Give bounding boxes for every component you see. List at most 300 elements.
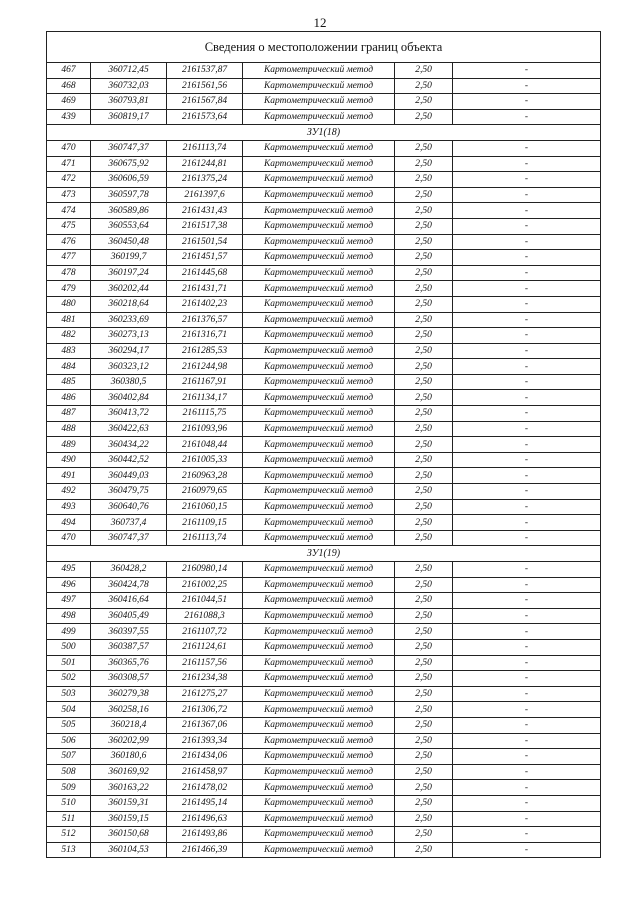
coord-y-cell: 2161567,84 [167,94,243,110]
method-cell: Картометрический метод [243,515,395,531]
point-number-cell: 504 [47,702,91,718]
table-row [47,312,601,328]
coord-y-cell: 2161402,23 [167,296,243,312]
description-cell: - [453,827,601,843]
description-cell: - [453,78,601,94]
point-number-cell: 507 [47,749,91,765]
point-number-cell: 486 [47,390,91,406]
coord-y-cell: 2161234,38 [167,671,243,687]
method-cell: Картометрический метод [243,172,395,188]
accuracy-cell: 2,50 [395,343,453,359]
accuracy-cell: 2,50 [395,811,453,827]
coord-x-cell: 360258,16 [91,702,167,718]
page-number: 12 [313,15,327,30]
coord-x-cell: 360273,13 [91,328,167,344]
description-cell: - [453,811,601,827]
description-cell: - [453,624,601,640]
coord-x-cell: 360218,64 [91,296,167,312]
coord-x-cell: 360424,78 [91,577,167,593]
table-row [47,733,601,749]
description-cell: - [453,359,601,375]
coord-y-cell: 2161375,24 [167,172,243,188]
accuracy-cell: 2,50 [395,390,453,406]
point-number-cell: 475 [47,218,91,234]
method-cell: Картометрический метод [243,702,395,718]
coord-y-cell: 2161060,15 [167,499,243,515]
point-number-cell: 468 [47,78,91,94]
table-row [47,421,601,437]
accuracy-cell: 2,50 [395,842,453,858]
table-row [47,203,601,219]
coord-x-cell: 360169,92 [91,764,167,780]
method-cell: Картометрический метод [243,499,395,515]
table-heading: Сведения о местоположении границ объекта [47,32,601,63]
coord-x-cell: 360442,52 [91,452,167,468]
point-number-cell: 473 [47,187,91,203]
coord-y-cell: 2161493,86 [167,827,243,843]
table-row [47,702,601,718]
point-number-cell: 497 [47,593,91,609]
accuracy-cell: 2,50 [395,499,453,515]
coord-x-cell: 360597,78 [91,187,167,203]
method-cell: Картометрический метод [243,639,395,655]
method-cell: Картометрический метод [243,328,395,344]
description-cell: - [453,842,601,858]
point-number-cell: 478 [47,265,91,281]
description-cell: - [453,484,601,500]
coord-x-cell: 360197,24 [91,265,167,281]
section-label: ЗУ1(18) [47,125,601,141]
accuracy-cell: 2,50 [395,156,453,172]
coord-y-cell: 2161316,71 [167,328,243,344]
point-number-cell: 477 [47,250,91,266]
coord-x-cell: 360308,57 [91,671,167,687]
accuracy-cell: 2,50 [395,172,453,188]
table-row [47,281,601,297]
description-cell: - [453,156,601,172]
coord-y-cell: 2161124,61 [167,639,243,655]
method-cell: Картометрический метод [243,842,395,858]
coord-x-cell: 360180,6 [91,749,167,765]
method-cell: Картометрический метод [243,624,395,640]
coord-y-cell: 2161376,57 [167,312,243,328]
accuracy-cell: 2,50 [395,312,453,328]
coord-x-cell: 360365,76 [91,655,167,671]
coord-x-cell: 360589,86 [91,203,167,219]
method-cell: Картометрический метод [243,780,395,796]
method-cell: Картометрический метод [243,359,395,375]
coord-x-cell: 360450,48 [91,234,167,250]
table-row [47,686,601,702]
description-cell: - [453,499,601,515]
method-cell: Картометрический метод [243,608,395,624]
point-number-cell: 485 [47,374,91,390]
table-row [47,671,601,687]
coord-x-cell: 360449,03 [91,468,167,484]
accuracy-cell: 2,50 [395,639,453,655]
description-cell: - [453,562,601,578]
description-cell: - [453,421,601,437]
coord-y-cell: 2161458,97 [167,764,243,780]
coord-x-cell: 360479,75 [91,484,167,500]
coord-x-cell: 360819,17 [91,109,167,125]
accuracy-cell: 2,50 [395,328,453,344]
point-number-cell: 493 [47,499,91,515]
description-cell: - [453,733,601,749]
description-cell: - [453,639,601,655]
accuracy-cell: 2,50 [395,577,453,593]
point-number-cell: 481 [47,312,91,328]
point-number-cell: 479 [47,281,91,297]
method-cell: Картометрический метод [243,94,395,110]
table-row [47,94,601,110]
coord-y-cell: 2161048,44 [167,437,243,453]
table-row [47,795,601,811]
coord-x-cell: 360402,84 [91,390,167,406]
table-row [47,296,601,312]
accuracy-cell: 2,50 [395,140,453,156]
method-cell: Картометрический метод [243,811,395,827]
description-cell: - [453,312,601,328]
coord-x-cell: 360428,2 [91,562,167,578]
accuracy-cell: 2,50 [395,717,453,733]
description-cell: - [453,250,601,266]
description-cell: - [453,515,601,531]
description-cell: - [453,655,601,671]
method-cell: Картометрический метод [243,63,395,79]
accuracy-cell: 2,50 [395,109,453,125]
coord-y-cell: 2161244,81 [167,156,243,172]
table-row [47,811,601,827]
coord-y-cell: 2161167,91 [167,374,243,390]
coord-x-cell: 360737,4 [91,515,167,531]
accuracy-cell: 2,50 [395,421,453,437]
description-cell: - [453,406,601,422]
table-row [47,234,601,250]
table-row [47,639,601,655]
table-row [47,156,601,172]
accuracy-cell: 2,50 [395,187,453,203]
coord-y-cell: 2161478,02 [167,780,243,796]
description-cell: - [453,374,601,390]
table-row [47,187,601,203]
coord-x-cell: 360747,37 [91,530,167,546]
coord-x-cell: 360159,15 [91,811,167,827]
description-cell: - [453,265,601,281]
coord-x-cell: 360202,44 [91,281,167,297]
coordinates-table [46,31,601,858]
method-cell: Картометрический метод [243,795,395,811]
point-number-cell: 472 [47,172,91,188]
method-cell: Картометрический метод [243,468,395,484]
table-row [47,140,601,156]
method-cell: Картометрический метод [243,265,395,281]
point-number-cell: 439 [47,109,91,125]
table-row [47,250,601,266]
accuracy-cell: 2,50 [395,608,453,624]
coord-x-cell: 360163,22 [91,780,167,796]
description-cell: - [453,764,601,780]
section-row [47,546,601,562]
coord-x-cell: 360732,03 [91,78,167,94]
point-number-cell: 480 [47,296,91,312]
coord-y-cell: 2161088,3 [167,608,243,624]
table-row [47,780,601,796]
coord-x-cell: 360104,53 [91,842,167,858]
coord-y-cell: 2161445,68 [167,265,243,281]
coord-x-cell: 360233,69 [91,312,167,328]
coord-y-cell: 2161107,72 [167,624,243,640]
table-row [47,484,601,500]
point-number-cell: 505 [47,717,91,733]
description-cell: - [453,390,601,406]
point-number-cell: 500 [47,639,91,655]
coord-x-cell: 360640,76 [91,499,167,515]
description-cell: - [453,749,601,765]
coord-y-cell: 2161501,54 [167,234,243,250]
coord-y-cell: 2161005,33 [167,452,243,468]
accuracy-cell: 2,50 [395,234,453,250]
coord-x-cell: 360416,64 [91,593,167,609]
description-cell: - [453,63,601,79]
table-row [47,218,601,234]
coord-x-cell: 360202,99 [91,733,167,749]
table-row [47,468,601,484]
accuracy-cell: 2,50 [395,562,453,578]
point-number-cell: 499 [47,624,91,640]
method-cell: Картометрический метод [243,437,395,453]
method-cell: Картометрический метод [243,530,395,546]
method-cell: Картометрический метод [243,749,395,765]
accuracy-cell: 2,50 [395,374,453,390]
method-cell: Картометрический метод [243,390,395,406]
point-number-cell: 498 [47,608,91,624]
coord-x-cell: 360413,72 [91,406,167,422]
accuracy-cell: 2,50 [395,265,453,281]
description-cell: - [453,296,601,312]
coord-y-cell: 2161397,6 [167,187,243,203]
coord-y-cell: 2161573,64 [167,109,243,125]
coord-y-cell: 2161113,74 [167,530,243,546]
point-number-cell: 492 [47,484,91,500]
accuracy-cell: 2,50 [395,764,453,780]
coordinates-table-body [47,32,601,858]
table-row [47,109,601,125]
accuracy-cell: 2,50 [395,359,453,375]
coord-y-cell: 2161537,87 [167,63,243,79]
table-row [47,624,601,640]
coord-y-cell: 2161431,43 [167,203,243,219]
coord-x-cell: 360405,49 [91,608,167,624]
accuracy-cell: 2,50 [395,686,453,702]
method-cell: Картометрический метод [243,406,395,422]
point-number-cell: 476 [47,234,91,250]
coord-y-cell: 2161367,06 [167,717,243,733]
coord-y-cell: 2161109,15 [167,515,243,531]
section-label: ЗУ1(19) [47,546,601,562]
description-cell: - [453,608,601,624]
method-cell: Картометрический метод [243,764,395,780]
point-number-cell: 474 [47,203,91,219]
coord-y-cell: 2161517,38 [167,218,243,234]
coord-y-cell: 2161002,25 [167,577,243,593]
method-cell: Картометрический метод [243,733,395,749]
table-row [47,437,601,453]
point-number-cell: 501 [47,655,91,671]
table-row [47,328,601,344]
accuracy-cell: 2,50 [395,733,453,749]
table-row [47,764,601,780]
coord-x-cell: 360150,68 [91,827,167,843]
description-cell: - [453,218,601,234]
table-row [47,359,601,375]
accuracy-cell: 2,50 [395,671,453,687]
table-row [47,390,601,406]
description-cell: - [453,593,601,609]
description-cell: - [453,530,601,546]
coord-x-cell: 360199,7 [91,250,167,266]
method-cell: Картометрический метод [243,312,395,328]
accuracy-cell: 2,50 [395,484,453,500]
point-number-cell: 484 [47,359,91,375]
point-number-cell: 513 [47,842,91,858]
description-cell: - [453,686,601,702]
point-number-cell: 489 [47,437,91,453]
coord-x-cell: 360434,22 [91,437,167,453]
point-number-cell: 509 [47,780,91,796]
coord-x-cell: 360712,45 [91,63,167,79]
coord-y-cell: 2161451,57 [167,250,243,266]
description-cell: - [453,172,601,188]
table-row [47,562,601,578]
method-cell: Картометрический метод [243,140,395,156]
point-number-cell: 494 [47,515,91,531]
method-cell: Картометрический метод [243,577,395,593]
description-cell: - [453,109,601,125]
coord-y-cell: 2161561,56 [167,78,243,94]
boundary-sheet [46,31,600,858]
point-number-cell: 511 [47,811,91,827]
description-cell: - [453,577,601,593]
method-cell: Картометрический метод [243,218,395,234]
description-cell: - [453,94,601,110]
method-cell: Картометрический метод [243,78,395,94]
coord-x-cell: 360747,37 [91,140,167,156]
coord-y-cell: 2161157,56 [167,655,243,671]
point-number-cell: 512 [47,827,91,843]
table-row [47,343,601,359]
method-cell: Картометрический метод [243,203,395,219]
table-row [47,749,601,765]
method-cell: Картометрический метод [243,686,395,702]
coord-x-cell: 360218,4 [91,717,167,733]
table-row [47,172,601,188]
method-cell: Картометрический метод [243,593,395,609]
coord-x-cell: 360606,59 [91,172,167,188]
table-row [47,655,601,671]
coord-y-cell: 2161115,75 [167,406,243,422]
method-cell: Картометрический метод [243,421,395,437]
table-row [47,577,601,593]
table-row [47,265,601,281]
description-cell: - [453,187,601,203]
accuracy-cell: 2,50 [395,468,453,484]
table-heading-row [47,32,601,63]
accuracy-cell: 2,50 [395,406,453,422]
accuracy-cell: 2,50 [395,218,453,234]
method-cell: Картометрический метод [243,296,395,312]
description-cell: - [453,702,601,718]
method-cell: Картометрический метод [243,234,395,250]
description-cell: - [453,468,601,484]
coord-y-cell: 2161275,27 [167,686,243,702]
accuracy-cell: 2,50 [395,827,453,843]
coord-y-cell: 2161093,96 [167,421,243,437]
point-number-cell: 502 [47,671,91,687]
coord-x-cell: 360279,38 [91,686,167,702]
coord-y-cell: 2161134,17 [167,390,243,406]
method-cell: Картометрический метод [243,484,395,500]
coord-y-cell: 2161044,51 [167,593,243,609]
method-cell: Картометрический метод [243,374,395,390]
method-cell: Картометрический метод [243,671,395,687]
point-number-cell: 510 [47,795,91,811]
coord-x-cell: 360380,5 [91,374,167,390]
coord-x-cell: 360675,92 [91,156,167,172]
method-cell: Картометрический метод [243,452,395,468]
point-number-cell: 506 [47,733,91,749]
method-cell: Картометрический метод [243,109,395,125]
coord-y-cell: 2161431,71 [167,281,243,297]
table-row [47,374,601,390]
point-number-cell: 495 [47,562,91,578]
coord-y-cell: 2161495,14 [167,795,243,811]
description-cell: - [453,234,601,250]
method-cell: Картометрический метод [243,281,395,297]
description-cell: - [453,780,601,796]
point-number-cell: 508 [47,764,91,780]
coord-y-cell: 2161306,72 [167,702,243,718]
method-cell: Картометрический метод [243,343,395,359]
coord-x-cell: 360323,12 [91,359,167,375]
point-number-cell: 488 [47,421,91,437]
coord-y-cell: 2161496,63 [167,811,243,827]
table-row [47,842,601,858]
accuracy-cell: 2,50 [395,452,453,468]
coord-x-cell: 360397,55 [91,624,167,640]
coord-x-cell: 360159,31 [91,795,167,811]
table-row [47,593,601,609]
method-cell: Картометрический метод [243,562,395,578]
coord-y-cell: 2161285,53 [167,343,243,359]
point-number-cell: 491 [47,468,91,484]
coord-y-cell: 2161393,34 [167,733,243,749]
coord-y-cell: 2160979,65 [167,484,243,500]
description-cell: - [453,671,601,687]
description-cell: - [453,343,601,359]
point-number-cell: 483 [47,343,91,359]
accuracy-cell: 2,50 [395,94,453,110]
accuracy-cell: 2,50 [395,250,453,266]
table-row [47,499,601,515]
point-number-cell: 487 [47,406,91,422]
table-row [47,406,601,422]
table-row [47,827,601,843]
accuracy-cell: 2,50 [395,281,453,297]
accuracy-cell: 2,50 [395,593,453,609]
table-row [47,717,601,733]
point-number-cell: 496 [47,577,91,593]
